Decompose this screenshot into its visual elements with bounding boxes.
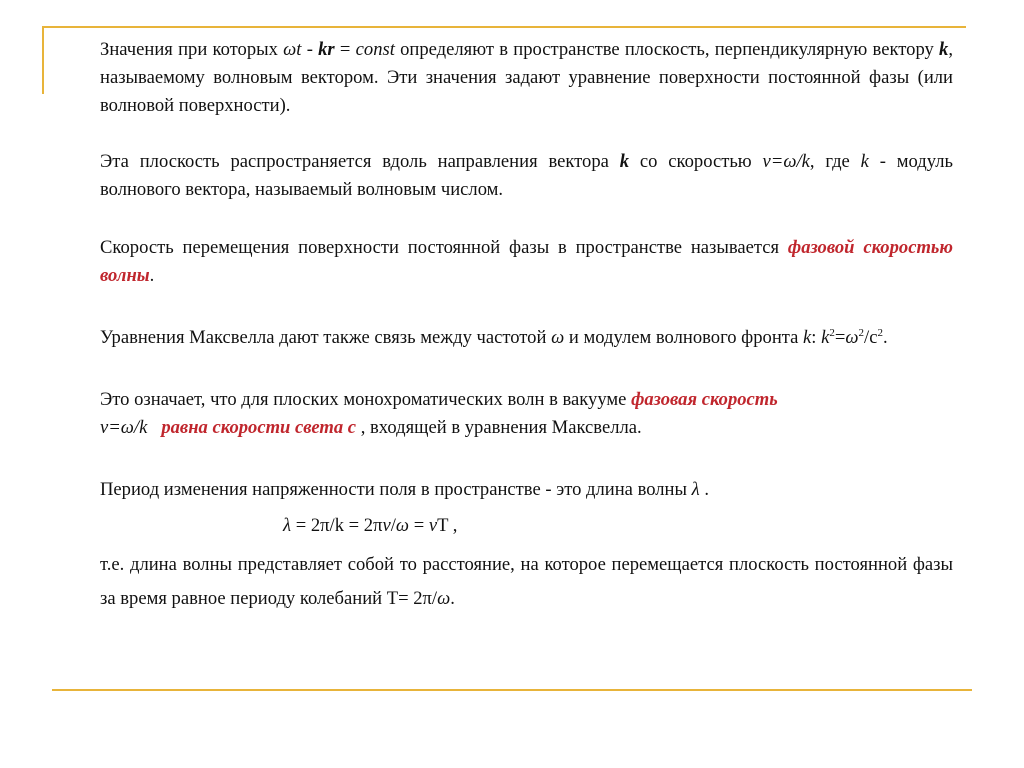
lambda-symbol: λ — [691, 479, 700, 500]
phase-velocity-highlight: фазовой скоростью волны — [100, 237, 953, 286]
kr-term: kr — [318, 39, 335, 60]
omega-symbol: ω — [551, 327, 565, 348]
slide-body — [100, 36, 953, 616]
dispersion-omega: ω — [845, 327, 859, 348]
bottom-divider-line — [52, 689, 972, 691]
omega-symbol: ω — [395, 515, 410, 536]
paragraph-maxwell-relation: Уравнения Максвелла дают также связь между частотой ω и модулем волнового фронта k: $k^2=\omega^2/c^2$. — [100, 327, 888, 348]
paragraph-wavelength: Период изменения напряженности поля в пространстве - это длина волны λ . — [100, 479, 709, 500]
velocity-formula: v=ω/k — [100, 417, 148, 438]
dispersion-k: k — [821, 327, 830, 348]
velocity-formula: v=ω/k — [762, 151, 810, 172]
paragraph-wavelength-meaning: т.е. длина волны представляет собой то расстояние, на которое перемещается плоскость постоянной фазы за время равное периоду колебаний T= 2π/ω. — [100, 554, 953, 609]
paragraph-propagation: Эта плоскость распространяется вдоль направления вектора k со скоростью v=ω/k, где k - модуль волнового вектора, называемый волновым числом. — [100, 151, 953, 200]
lambda-symbol: λ — [283, 515, 292, 536]
left-divider-line — [42, 26, 44, 94]
omega-symbol: ω — [437, 588, 451, 609]
wavelength-formula: λ = 2π/k = 2πv/ω = vT , — [283, 515, 458, 536]
top-divider-line — [42, 26, 966, 28]
speed-of-light-highlight: равна скорости света с — [161, 417, 357, 438]
omega-t-term: ωt — [283, 39, 302, 60]
vector-k: k — [939, 39, 949, 60]
paragraph-wave-vector: Значения при которых ωt - kr = const определяют в пространстве плоскость, перпендикулярную вектору k, называемому волновым вектором. Эти значения задают уравнение поверхности постоянной фазы (или волновой поверхности). — [100, 39, 953, 116]
vector-k: k — [619, 151, 630, 172]
const-term: const — [355, 39, 395, 60]
paragraph-vacuum-speed: Это означает, что для плоских монохроматических волн в вакууме фазовая скорость v=ω/k равна скорости света с , входящей в уравнения Максвелла. — [100, 389, 778, 438]
paragraph-phase-velocity: Скорость перемещения поверхности постоянной фазы в пространстве называется фазовой скоростью волны. — [100, 237, 953, 286]
wave-number-k: k — [803, 327, 812, 348]
phase-velocity-highlight: фазовая скорость — [631, 389, 778, 410]
wave-number-k: k — [860, 151, 869, 172]
